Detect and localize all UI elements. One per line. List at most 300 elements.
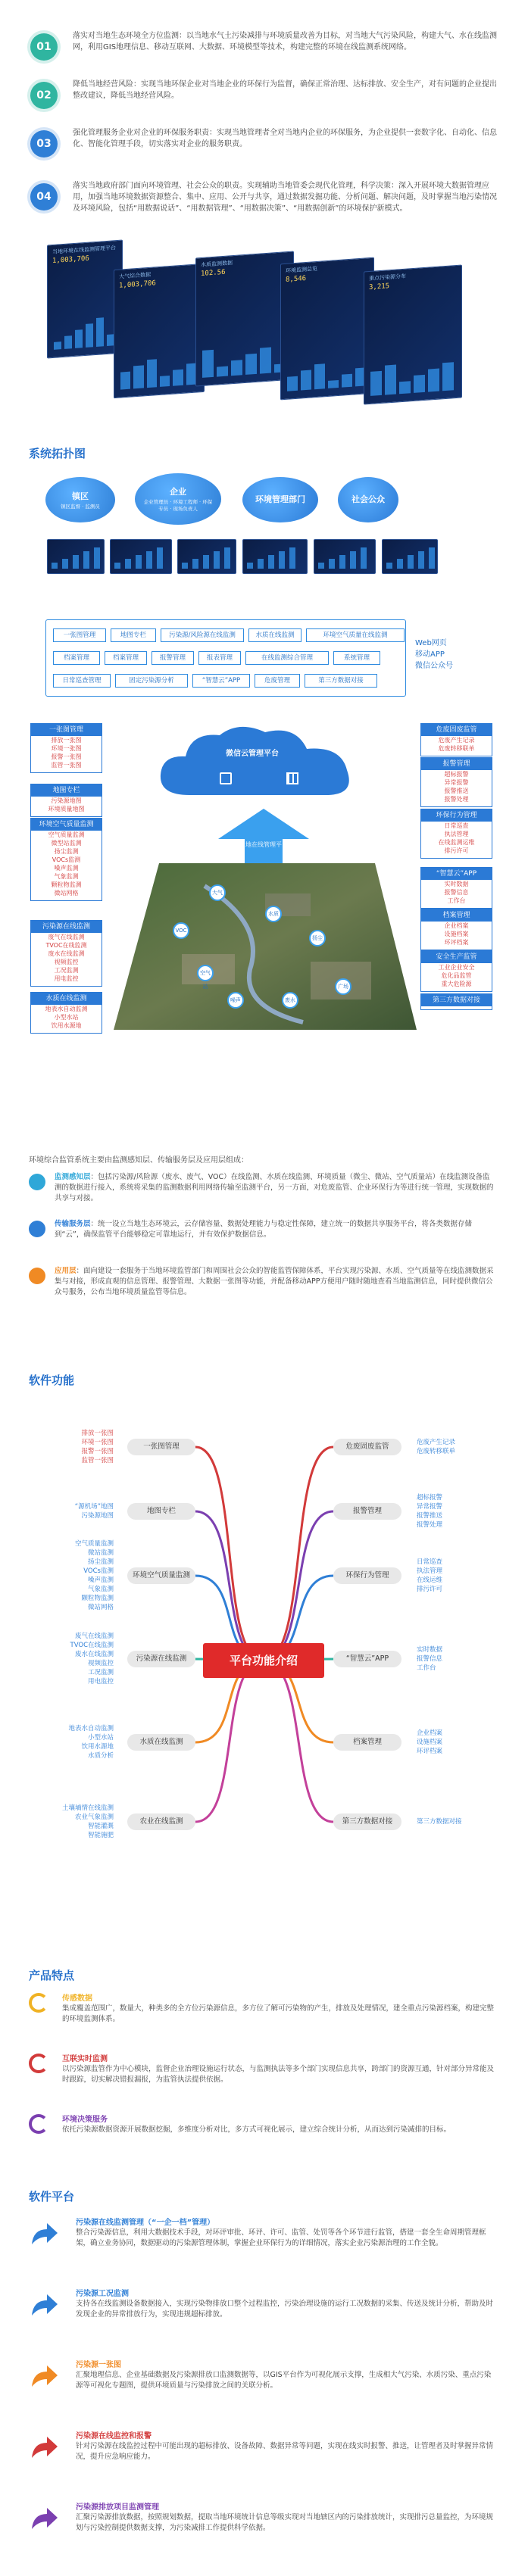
- screen-bar: [428, 369, 439, 392]
- module-box: [30, 723, 102, 773]
- mindmap-node: “智慧云”APP: [333, 1651, 401, 1667]
- screen-bar: [370, 371, 382, 396]
- feature-item: [29, 1991, 498, 2044]
- screen-label: 当地环境在线监测管理平台: [52, 245, 116, 256]
- module-box-item: 工业企业安全: [438, 964, 475, 971]
- screen-value: 102.56: [201, 268, 226, 279]
- mindmap-leaf: 排放一张图: [81, 1430, 114, 1437]
- mindmap-leaf: 用电监控: [87, 1678, 114, 1686]
- cloud-icon: [144, 723, 371, 806]
- mindmap-leaf: 工作台: [417, 1664, 436, 1672]
- mindmap-leaf: 报警处理: [417, 1521, 443, 1529]
- dashboard-screen: [280, 257, 374, 401]
- map-pin[interactable]: 扬尘: [309, 930, 326, 947]
- module-tag[interactable]: 在线监测综合管理: [245, 651, 329, 665]
- module-box-item: TVOC在线监测: [45, 942, 87, 949]
- mindmap-node: 一张图管理: [127, 1439, 195, 1455]
- screen-bar: [94, 547, 100, 569]
- mini-screen: [382, 539, 438, 574]
- module-box-head: 污染源在线监测: [31, 921, 102, 933]
- map-pin[interactable]: 空气站: [197, 965, 214, 981]
- screen-bar: [160, 376, 170, 387]
- topology-title: 系统拓扑图: [29, 447, 86, 460]
- screen-bar: [147, 359, 157, 388]
- dashboard-screen: [47, 240, 123, 359]
- mindmap-leaf: 扬尘监测: [87, 1558, 114, 1566]
- mindmap-leaf: VOCs监测: [83, 1567, 114, 1575]
- screen-bar: [350, 551, 356, 569]
- mindmap-leaf: 废气在线监测: [74, 1633, 114, 1640]
- module-box: [420, 757, 492, 807]
- screen-bar: [136, 555, 142, 569]
- module-tag[interactable]: 报警管理: [152, 651, 194, 665]
- intro-text: 降低当地经营风险：实现当地环保企业对当地企业的环保行为监督，确保正常治理、达标排放、安全生产，对有问题的企业提出整改建议，降低当地经营风险。: [73, 80, 497, 100]
- module-box: [30, 992, 102, 1034]
- screen-bar: [418, 551, 424, 569]
- screen-bar: [96, 317, 104, 347]
- platform-desc: 汇聚污染源排放数据，按照规划数据，提取当地环境统计信息等级实现对当地辖区内的污染排放统计，实现排污总量监控，为环境规划与污染控制提供数据支撑，为污染减排工作提供科学依据。: [76, 2513, 494, 2532]
- platform-title: 污染源在线监测管理（“一企一档”管理）: [76, 2219, 215, 2227]
- mindmap-leaf: 水质分析: [87, 1752, 114, 1760]
- mindmap-leaf: 工况监测: [87, 1669, 114, 1676]
- screen-bar: [385, 365, 396, 395]
- mindmap-node: 农业在线监测: [127, 1813, 195, 1830]
- share-arrow-icon: [29, 2432, 59, 2462]
- screen-bar: [86, 323, 93, 348]
- module-box-item: 废水在线监测: [48, 950, 85, 957]
- screen-value: 1,003,706: [52, 254, 89, 266]
- map-pin[interactable]: 广场: [335, 978, 351, 995]
- share-arrow-icon: [29, 2219, 59, 2249]
- module-box-item: 噪声监测: [54, 865, 79, 872]
- mini-screen: [47, 539, 105, 574]
- mindmap-leaf: 企业档案: [417, 1729, 443, 1737]
- dashboard-screen: [195, 251, 294, 386]
- mindmap-leaf: 噪声监测: [87, 1576, 114, 1584]
- node-title: 环境管理部门: [255, 494, 305, 504]
- module-box-item: 超标报警: [444, 771, 469, 778]
- module-tag[interactable]: “智慧云”APP: [192, 674, 250, 688]
- screen-bar: [202, 350, 214, 378]
- module-box-head: “智慧云”APP: [421, 868, 492, 880]
- module-box-item: 排污许可: [444, 847, 469, 854]
- layer-desc: ：包括污染源/风险源（废水、废气、VOC）在线监测、水质在线监测、环境质量（微尘、微站、空气质量站）在线监测设备监测的数据进行接入，系统将采集的监测数据利用网络传输至监测平台，另一方面，对危废监管、企业环保行为等进行统一管理，实现数据的共享与对接。: [55, 1173, 494, 1202]
- feature-icon: [29, 2114, 48, 2134]
- features-title: 产品特点: [29, 1969, 75, 1982]
- topology-node: [135, 473, 221, 525]
- screen-bar: [361, 547, 367, 569]
- screen-bar: [146, 551, 152, 569]
- feature-icon: [29, 1993, 48, 2013]
- screen-bar: [62, 559, 68, 569]
- module-box-item: 视频监控: [54, 959, 79, 965]
- screen-bar: [214, 551, 220, 569]
- layer-text: [55, 1266, 494, 1298]
- software-title: 软件功能: [29, 1374, 75, 1387]
- layer-title: 传输服务层: [55, 1220, 91, 1228]
- module-tag[interactable]: 地图专栏: [111, 628, 156, 642]
- layer-text: [55, 1172, 494, 1204]
- module-tag[interactable]: 一张图管理: [53, 628, 106, 642]
- module-box-item: 微型站监测: [51, 840, 82, 847]
- intro-text: 强化管理服务企业对企业的环保服务职责：实现当地管理者全对当地内企业的环保服务，为企业提供一套数字化、自动化、信息化、智能化管理手段，切实落实对企业的服务职责。: [73, 129, 497, 148]
- screen-bar: [414, 375, 425, 393]
- mindmap-leaf: 异常报警: [417, 1503, 443, 1511]
- module-box-head: 安全生产监管: [421, 951, 492, 963]
- mindmap-leaf: 土壤墒情在线监测: [61, 1804, 114, 1812]
- number-badge: 04: [30, 183, 58, 211]
- intro-row: [30, 180, 500, 223]
- screen-bar: [258, 559, 264, 569]
- screen-label: 水质监测数据: [201, 260, 233, 269]
- module-box-item: 企业档案: [444, 922, 469, 929]
- layer-row: [29, 1172, 498, 1216]
- platform-desc: 汇聚地理信息、企业基础数据及污染源排放口监测数据等，以GIS平台作为可视化展示支撑，生成相大气污染、水质污染、重点污染源等可视化专题图，提供环境质量与污染排放之间的关联分析。: [76, 2371, 492, 2390]
- screen-bar: [125, 559, 131, 569]
- platform-desc: 支持各在线监测设备数据接入，实现污染物排放口整个过程监控，污染治理设施的运行工况数据的采集、传送及统计分析，帮助及时发现企业的异常排放行为，实现违规超标排放。: [76, 2300, 494, 2319]
- mindmap-branch: [195, 1511, 264, 1661]
- screen-bar: [339, 555, 345, 569]
- mindmap-leaf: 地表水自动监测: [68, 1725, 114, 1732]
- map-pin[interactable]: 大气: [209, 884, 226, 901]
- module-box-head: 环保行为管理: [421, 809, 492, 822]
- platform-title: 污染源一张图: [76, 2361, 121, 2369]
- screen-bar: [408, 555, 414, 569]
- module-box-item: 气象监测: [54, 873, 79, 880]
- number-badge: 01: [30, 33, 58, 61]
- module-tag[interactable]: 水质在线监测: [248, 628, 301, 642]
- module-box-head: 一张图管理: [31, 724, 102, 736]
- screen-bar: [329, 559, 335, 569]
- screen-bar: [342, 374, 352, 388]
- mindmap-leaf: 设施档案: [417, 1739, 443, 1746]
- module-tag[interactable]: 第三方数据对接: [305, 674, 377, 688]
- screen-value: 1,003,706: [119, 279, 156, 290]
- mindmap-node: 水质在线监测: [127, 1734, 195, 1751]
- dashboard-screen: [364, 264, 462, 404]
- screen-bar: [231, 360, 242, 376]
- mindmap-node: 报警管理: [333, 1503, 401, 1520]
- mindmap-branch: [195, 1447, 264, 1661]
- server-icon: [220, 772, 232, 784]
- module-tag[interactable]: 固定污染源分析: [115, 674, 188, 688]
- platform-item: [29, 2211, 498, 2279]
- feature-title: 传感数据: [62, 1994, 92, 2003]
- mindmap-node: 污染源在线监测: [127, 1651, 195, 1667]
- intro-row: [30, 127, 500, 170]
- screen-bar: [328, 380, 339, 388]
- node-title: 企业: [170, 487, 186, 497]
- module-box-item: 报警处理: [444, 796, 469, 803]
- module-tag[interactable]: 档案管理: [53, 651, 100, 665]
- mindmap-leaf: TVOC在线监测: [70, 1642, 114, 1649]
- module-tag[interactable]: 报表管理: [198, 651, 241, 665]
- module-box-head: 报警管理: [421, 758, 492, 770]
- topology-node: [242, 477, 318, 522]
- feature-icon: [29, 2054, 48, 2073]
- module-box-head: 地图专栏: [31, 784, 102, 797]
- mindmap-center: 平台功能介绍: [203, 1643, 324, 1678]
- cloud-label: 微信云管理平台: [226, 750, 279, 758]
- node-sub: 镇区监督 · 监测员: [61, 503, 100, 510]
- mindmap-leaf: 在线运维: [417, 1576, 443, 1584]
- mini-screen: [242, 539, 308, 574]
- mindmap-leaf: 微站监测: [87, 1549, 114, 1557]
- module-box-item: 饮用水源地: [51, 1022, 82, 1029]
- map-pin[interactable]: 废水: [282, 992, 298, 1009]
- module-box-head: 水质在线监测: [31, 993, 102, 1005]
- screen-bar: [397, 559, 403, 569]
- intro-text: 落实当地政府部门面向环境管理、社会公众的职责。实现辅助当地管委会现代化管理，科学决策：深入开展环境大数据管理应用，加强当地环境数据资源整合、集中、应用、公开与共享，通过数据发掘功能、分析问题、解决问题，及时掌握当地污染情况及环境风险，包括“用数据说话”、“用数据管理”、“用数据决策”、“用数据创新”的环境保护新模式。: [73, 182, 497, 213]
- screen-bar: [54, 341, 61, 350]
- module-box-item: 设施档案: [444, 931, 469, 937]
- topology-node: [338, 477, 398, 522]
- platform-title: 污染源在线监控和报警: [76, 2432, 152, 2440]
- node-title: 社会公众: [351, 494, 385, 504]
- map-pin[interactable]: 水质: [265, 906, 282, 922]
- up-arrow-icon: [218, 809, 309, 869]
- module-box-item: 扬尘监测: [54, 848, 79, 855]
- platform-desc: 针对污染源在线监控过程中可能出现的超标排放、设备故障、数据异常等问题，实现在线实时报警、推送，让管理者及时掌握异常情况，提升应急响应能力。: [76, 2442, 494, 2461]
- feature-desc: 以污染源监管作为中心模块，监督企业治理设施运行状态，与监测执法等多个部门实现信息共享，跨部门的资源互通，针对部分异常能及时跟踪，切实解决错报漏报，为监管执法提供依据。: [62, 2065, 495, 2084]
- layer-icon: [29, 1268, 45, 1284]
- module-box-item: 危废产生记录: [438, 737, 475, 744]
- map-image: [114, 863, 417, 1030]
- module-box-item: 工作台: [447, 897, 466, 904]
- hub-label: 当地在线管理平台: [239, 841, 288, 848]
- module-tag[interactable]: 日常巡查管理: [53, 674, 111, 688]
- dashboard-screen: [114, 264, 205, 398]
- module-box-item: 在线监测运维: [438, 839, 475, 846]
- mindmap-node: 地图专栏: [127, 1503, 195, 1520]
- mindmap-leaf: 智能灌溉: [87, 1823, 114, 1830]
- mindmap-leaf: 视频监控: [87, 1660, 114, 1667]
- module-box-item: 环境一张图: [51, 745, 82, 752]
- module-box-item: 执法管理: [444, 831, 469, 837]
- module-box-item: 报警信息: [444, 889, 469, 896]
- module-box: [30, 818, 102, 901]
- screen-bar: [73, 555, 79, 569]
- screen-bar: [399, 381, 411, 394]
- layer-desc: ：统一设立当地生态环境云，云存储容量、数据处理能力与稳定性保障，建立统一的数据共享服务平台，将各类数据存储到“云”，确保监管平台能够稳定可靠地运行，并有效保护数据信息。: [55, 1220, 473, 1239]
- module-box-item: 空气质量监测: [48, 831, 85, 838]
- module-box-item: 污染源地图: [51, 797, 82, 804]
- module-box: [420, 950, 492, 992]
- layer-row: [29, 1219, 498, 1263]
- layer-title: 应用层: [55, 1267, 77, 1275]
- module-box-item: 小型水站: [54, 1014, 79, 1021]
- platform-item: [29, 2496, 498, 2564]
- screen-bar: [245, 354, 257, 375]
- mini-screen: [177, 539, 236, 574]
- mindmap-leaf: 超标报警: [417, 1494, 443, 1502]
- mindmap-leaf: 监管一张图: [81, 1457, 114, 1464]
- mindmap-leaf: 环境一张图: [81, 1439, 114, 1446]
- screen-label: 大气综合数据: [119, 271, 151, 280]
- mindmap-leaf: 农业气象监测: [74, 1813, 114, 1821]
- layer-row: [29, 1266, 498, 1310]
- feature-item: [29, 2113, 498, 2166]
- module-box-item: 环境质量地图: [48, 806, 85, 812]
- channel-label: 微信公众号: [415, 662, 453, 670]
- mindmap-leaf: 饮用水源地: [81, 1743, 114, 1751]
- module-box: [420, 909, 492, 950]
- feature-item: [29, 2052, 498, 2105]
- screen-bar: [260, 348, 271, 374]
- mindmap-leaf: 微站网格: [87, 1604, 114, 1611]
- mindmap-leaf: 危废产生记录: [417, 1439, 456, 1446]
- share-arrow-icon: [29, 2361, 59, 2391]
- mindmap-leaf: 第三方数据对接: [417, 1818, 462, 1826]
- mindmap-leaf: 颗粒物监测: [81, 1595, 114, 1602]
- module-box-item: 报警一张图: [51, 753, 82, 760]
- mindmap-leaf: 报警推送: [417, 1512, 443, 1520]
- channel-label: 移动APP: [415, 650, 445, 659]
- layer-title: 监测感知层: [55, 1173, 91, 1181]
- platform-item: [29, 2425, 498, 2493]
- module-box-head: 环境空气质量监测: [31, 819, 102, 831]
- screen-bar: [203, 555, 209, 569]
- intro-row: [30, 79, 500, 121]
- screen-bar: [173, 370, 183, 386]
- platform-title: 污染源工况监测: [76, 2290, 129, 2298]
- mindmap-node: 危废固废监管: [333, 1439, 401, 1455]
- screen-bar: [224, 547, 230, 569]
- screen-bar: [314, 363, 325, 389]
- screen-bar: [442, 362, 454, 391]
- module-box-item: 异常报警: [444, 779, 469, 786]
- platform-desc: 整合污染源信息，利用大数据技术手段，对环评审批、环评、许可、监管、处罚等各个环节进行监管，搭建一套全生命周期管理框架，确立业务协同，数据驱动的污染源管理体制，掌握企业环保行为的详细情况，落实企业污染源治理的工作全貌。: [76, 2228, 486, 2247]
- platform-title: 污染源排放项目监测管理: [76, 2503, 159, 2512]
- module-box: [30, 784, 102, 817]
- mindmap-leaf: 报警一张图: [81, 1448, 114, 1455]
- screen-bar: [289, 547, 295, 569]
- node-sub: 企业管理员 · 环境工程师 · 环保专员 · 现场负责人: [143, 499, 213, 512]
- module-box-item: 报警推送: [444, 787, 469, 794]
- layer-icon: [29, 1174, 45, 1190]
- platform-item: [29, 2353, 498, 2422]
- screen-bar: [217, 366, 228, 377]
- mindmap-leaf: 执法管理: [417, 1567, 443, 1575]
- feature-desc: 集成覆盖范围广，数量大，种类多的全方位污染源信息，多方位了解可污染物的产生，排放及处理情况，建全重点污染源档案，构建完整的环境监测体系。: [62, 2004, 495, 2023]
- intro-row: [30, 30, 500, 73]
- screen-bar: [186, 363, 196, 385]
- mindmap-leaf: 空气质量监测: [74, 1540, 114, 1548]
- screen-bar: [120, 372, 130, 390]
- module-box: [420, 723, 492, 756]
- mindmap-leaf: 环评档案: [417, 1748, 443, 1755]
- feature-title: 互联实时监测: [62, 2055, 108, 2063]
- screen-bar: [279, 551, 285, 569]
- layer-icon: [29, 1221, 45, 1237]
- module-tag[interactable]: 环境空气质量在线监测: [306, 628, 405, 642]
- module-box-item: 排放一张图: [51, 737, 82, 744]
- module-box-item: 日常巡查: [444, 822, 469, 829]
- number-badge: 03: [30, 130, 58, 157]
- mindmap-leaf: 报警信息: [417, 1655, 443, 1663]
- screen-bar: [75, 329, 83, 348]
- mindmap-leaf: 排污许可: [417, 1586, 443, 1593]
- mindmap-node: 档案管理: [333, 1734, 401, 1751]
- mindmap-node: 第三方数据对接: [333, 1813, 401, 1830]
- layer-text: [55, 1219, 494, 1240]
- mindmap-leaf: 日常巡查: [417, 1558, 443, 1566]
- module-box: [420, 867, 492, 909]
- screen-bar: [247, 563, 253, 569]
- mindmap-leaf: 实时数据: [417, 1646, 443, 1654]
- module-box-item: 用电监控: [54, 975, 79, 982]
- module-tag[interactable]: 危废管理: [255, 674, 300, 688]
- screen-bar: [386, 563, 392, 569]
- mindmap-leaf: 危废转移联单: [417, 1448, 456, 1455]
- module-box: [420, 993, 492, 1010]
- screen-label: 重点污染源分布: [369, 273, 406, 282]
- screen-value: 3,215: [369, 282, 390, 292]
- feature-title: 环境决策服务: [62, 2116, 108, 2124]
- grid-icon: [286, 772, 298, 784]
- screen-bar: [318, 563, 324, 569]
- feature-desc: 依托污染源数据资源开展数据挖掘，多维度分析对比，多方式可视化展示，建立综合统计分析，从而达到污染减排的目标。: [62, 2125, 451, 2134]
- mindmap-leaf: 废水在线监测: [74, 1651, 114, 1658]
- mindmap-leaf: 智能施肥: [87, 1832, 114, 1839]
- module-box: [420, 809, 492, 859]
- mini-screen: [314, 539, 376, 574]
- module-box-item: 重大危险源: [441, 981, 472, 987]
- mindmap-node: 环境空气质量监测: [127, 1567, 195, 1584]
- mindmap-leaf: 污染源地图: [81, 1512, 114, 1520]
- mindmap-node: 环保行为管理: [333, 1567, 401, 1584]
- screen-bar: [287, 376, 298, 391]
- screen-bar: [429, 547, 435, 569]
- module-tag[interactable]: 系统管理: [333, 651, 380, 665]
- module-box-head: 危废固废监管: [421, 724, 492, 736]
- screen-bar: [133, 365, 143, 388]
- module-tag[interactable]: 污染源/风险源在线监测: [161, 628, 244, 642]
- layers-intro: 环境综合监管系统主要由监测感知层、传输服务层及应用层组成：: [29, 1156, 248, 1165]
- module-box: [30, 920, 102, 987]
- module-box-item: 微站网格: [54, 890, 79, 897]
- mindmap-leaf: 气象监测: [87, 1586, 114, 1593]
- module-box-item: 实时数据: [444, 881, 469, 887]
- map-pin[interactable]: VOC: [173, 922, 189, 939]
- share-arrow-icon: [29, 2290, 59, 2320]
- mindmap-branch: [264, 1511, 333, 1661]
- module-tag[interactable]: 档案管理: [105, 651, 147, 665]
- screen-bar: [64, 335, 72, 349]
- module-box-item: 危废转移联单: [438, 745, 475, 752]
- module-box-item: 地表水自动监测: [45, 1006, 88, 1012]
- screen-bar: [301, 370, 311, 390]
- mini-screen: [110, 539, 172, 574]
- module-box-item: 废气在线监测: [48, 934, 85, 940]
- screen-bar: [182, 563, 188, 569]
- topology-node: [45, 477, 115, 522]
- screen-bar: [192, 559, 198, 569]
- module-box-item: 颗粒物监测: [51, 881, 82, 888]
- mindmap-leaf: “源机场”地图: [74, 1503, 114, 1511]
- screen-bar: [157, 547, 163, 569]
- screen-bar: [268, 555, 274, 569]
- platform-item: [29, 2282, 498, 2350]
- node-title: 镇区: [72, 491, 89, 501]
- screen-value: 8,546: [286, 274, 307, 284]
- intro-text: 落实对当地生态环境全方位监测：以当地水气土污染减排与环境质量改善为目标，对当地大气污染风险，构建大气、水在线监测网，利用GIS地理信息、移动互联网、大数据、环境模型等技术，构建完整的环境在线监测系统网络。: [73, 32, 497, 51]
- map-pin[interactable]: 噪声: [227, 992, 244, 1009]
- module-box-item: 环评档案: [444, 939, 469, 946]
- layer-desc: ：面向建设一套服务于当地环境监管部门和周围社会公众的智能监管保障体系，平台实现污染源、水质、空气质量等在线监测数据采集与对接，形成直观的信息管理、报警管理、大数据一张图等功能，并配备移动APP方便用户随时随地查看当地监测信息，同时提供微信公众号服务，公布当地环境质量监管等信息。: [55, 1267, 494, 1296]
- mindmap-leaf: 小型水站: [87, 1734, 114, 1742]
- module-box-item: 危化品监管: [441, 972, 472, 979]
